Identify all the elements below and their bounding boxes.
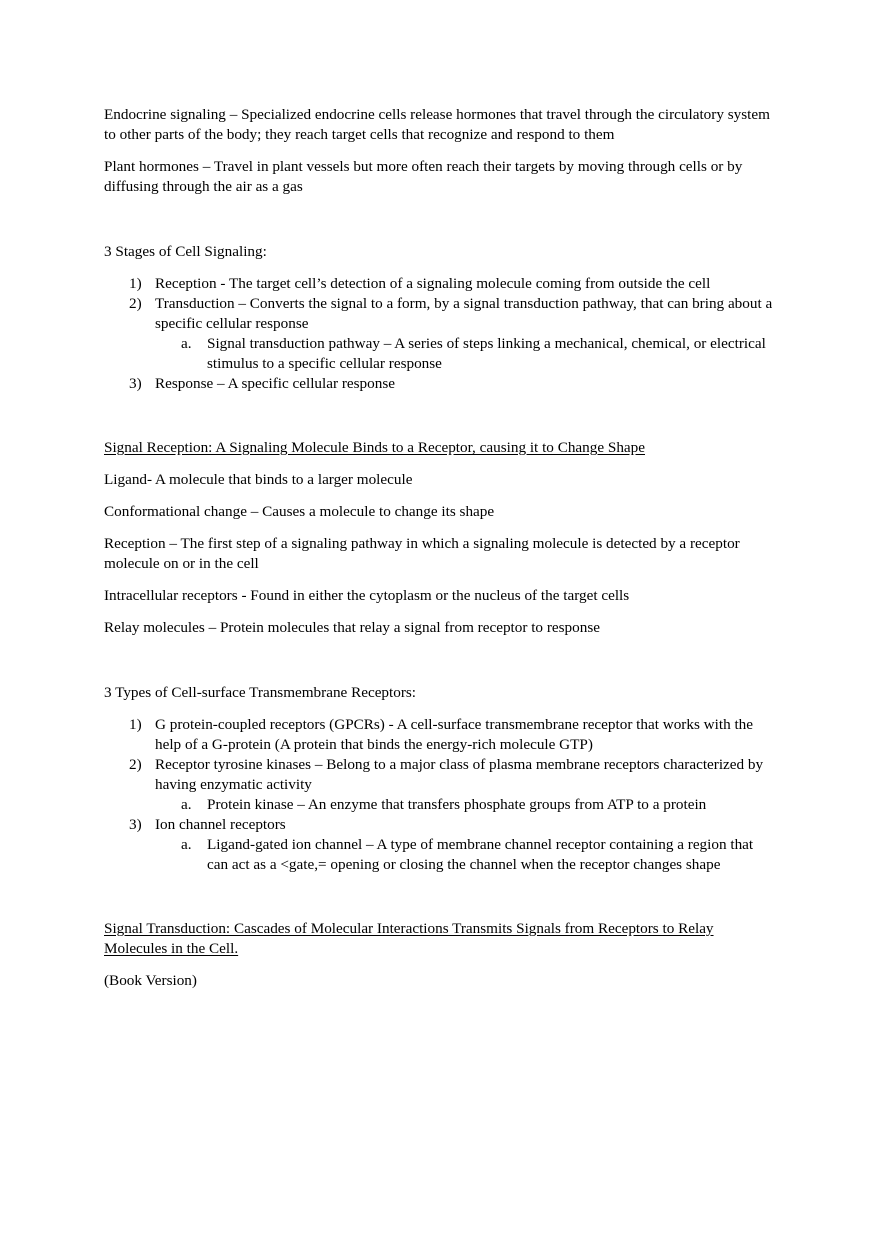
list-item-text: Ion channel receptors xyxy=(155,816,286,833)
list-item-text: Receptor tyrosine kinases – Belong to a major class of plasma membrane receptors characterized by having enzymatic activity xyxy=(155,756,764,793)
sub-list-letter: a. xyxy=(181,836,192,853)
sub-list-item-text: Protein kinase – An enzyme that transfers phosphate groups from ATP to a protein xyxy=(207,796,707,813)
list-item xyxy=(104,755,774,795)
book-version-note: (Book Version) xyxy=(104,972,197,989)
sub-list-item xyxy=(104,835,774,875)
document-page xyxy=(104,105,774,1003)
list-item xyxy=(104,294,774,334)
paragraph-plant-hormones: Plant hormones – Travel in plant vessels but more often reach their targets by moving through cells or by diffusing through the air as a gas xyxy=(104,158,743,195)
list-item xyxy=(104,715,774,755)
definition-reception: Reception – The first step of a signaling pathway in which a signaling molecule is detected by a receptor molecule on or in the cell xyxy=(104,535,740,572)
receptor-types-list xyxy=(104,715,774,875)
list-item-text: Response – A specific cellular response xyxy=(155,375,395,392)
list-item xyxy=(104,274,774,294)
definition-relay-molecules: Relay molecules – Protein molecules that relay a signal from receptor to response xyxy=(104,619,600,636)
section-heading-receptor-types: 3 Types of Cell-surface Transmembrane Receptors: xyxy=(104,684,417,701)
section-heading-signal-reception: Signal Reception: A Signaling Molecule Binds to a Receptor, causing it to Change Shape xyxy=(104,439,645,456)
sub-list-item-text: Ligand-gated ion channel – A type of membrane channel receptor containing a region that can act as a <gate,= opening or closing the channel when the receptor changes shape xyxy=(207,836,754,873)
paragraph-endocrine-signaling: Endocrine signaling – Specialized endocrine cells release hormones that travel through the circulatory system to other parts of the body; they reach target cells that recognize and respond to them xyxy=(104,106,770,143)
list-item-text: Transduction – Converts the signal to a form, by a signal transduction pathway, that can bring about a specific cellular response xyxy=(155,295,773,332)
list-item-text: G protein-coupled receptors (GPCRs) - A cell-surface transmembrane receptor that works with the help of a G-protein (A protein that binds the energy-rich molecule GTP) xyxy=(155,716,754,753)
sub-list-item xyxy=(104,334,774,374)
list-item-text: Reception - The target cell’s detection of a signaling molecule coming from outside the cell xyxy=(155,275,711,292)
sub-list-item-text: Signal transduction pathway – A series of steps linking a mechanical, chemical, or electrical stimulus to a specific cellular response xyxy=(207,335,766,372)
list-item xyxy=(104,815,774,835)
sub-list-letter: a. xyxy=(181,335,192,352)
definition-ligand: Ligand- A molecule that binds to a larger molecule xyxy=(104,471,413,488)
list-number: 2) xyxy=(129,756,142,773)
sub-list-letter: a. xyxy=(181,796,192,813)
list-number: 3) xyxy=(129,816,142,833)
definition-intracellular-receptors: Intracellular receptors - Found in either the cytoplasm or the nucleus of the target cells xyxy=(104,587,630,604)
section-heading-stages: 3 Stages of Cell Signaling: xyxy=(104,243,267,260)
list-number: 1) xyxy=(129,275,142,292)
list-item xyxy=(104,374,774,394)
list-number: 2) xyxy=(129,295,142,312)
sub-list-item xyxy=(104,795,774,815)
list-number: 1) xyxy=(129,716,142,733)
list-number: 3) xyxy=(129,375,142,392)
stages-list xyxy=(104,274,774,394)
definition-conformational-change: Conformational change – Causes a molecule to change its shape xyxy=(104,503,495,520)
section-heading-signal-transduction: Signal Transduction: Cascades of Molecular Interactions Transmits Signals from Receptors to Relay Molecules in the Cell. xyxy=(104,920,714,957)
